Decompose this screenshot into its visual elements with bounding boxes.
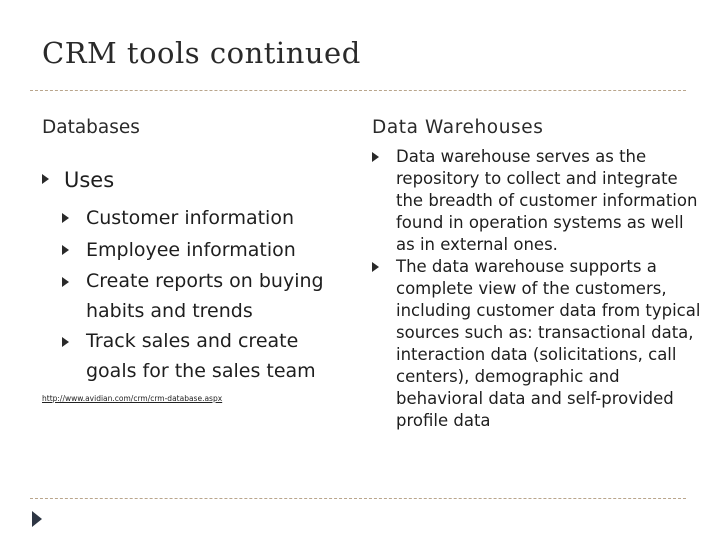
uses-sublist [42, 202, 352, 386]
list-item-text: Customer information [86, 207, 294, 229]
list-item-text: Track sales and create goals for the sales team [86, 330, 316, 382]
data-warehouses-column [372, 116, 702, 432]
title-divider [30, 90, 686, 91]
source-link[interactable]: http://www.avidian.com/crm/crm-database.aspx [42, 394, 223, 403]
uses-bullet [42, 166, 352, 386]
data-warehouses-list [372, 146, 702, 432]
uses-label: Uses [64, 168, 115, 192]
triangle-right-icon [372, 262, 379, 272]
next-slide-arrow-icon[interactable] [32, 511, 42, 527]
footer-divider [30, 498, 686, 499]
list-item-text: Create reports on buying habits and trends [86, 270, 324, 322]
databases-list [42, 166, 352, 386]
triangle-right-icon [62, 245, 69, 255]
triangle-right-icon [372, 152, 379, 162]
list-item [42, 234, 352, 266]
databases-column [42, 116, 352, 403]
list-item-text: Employee information [86, 239, 296, 261]
triangle-right-icon [62, 337, 69, 347]
triangle-right-icon [62, 213, 69, 223]
list-item [42, 202, 352, 234]
data-warehouses-heading: Data Warehouses [372, 117, 544, 138]
slide-title: CRM tools continued [42, 36, 361, 70]
databases-heading: Databases [42, 117, 140, 138]
triangle-right-icon [42, 174, 49, 184]
list-item-text: The data warehouse supports a complete view of the customers, including customer data from typical sources such as: transactional data, interaction data (solicitations, call centers), demographic and behavioral data and self-provided profile data [396, 257, 701, 430]
list-item-text: Data warehouse serves as the repository to collect and integrate the breadth of customer information found in operation systems as well as in external ones. [396, 147, 698, 254]
list-item [372, 256, 702, 432]
list-item [372, 146, 702, 256]
list-item [42, 326, 352, 386]
triangle-right-icon [62, 277, 69, 287]
list-item [42, 266, 352, 326]
